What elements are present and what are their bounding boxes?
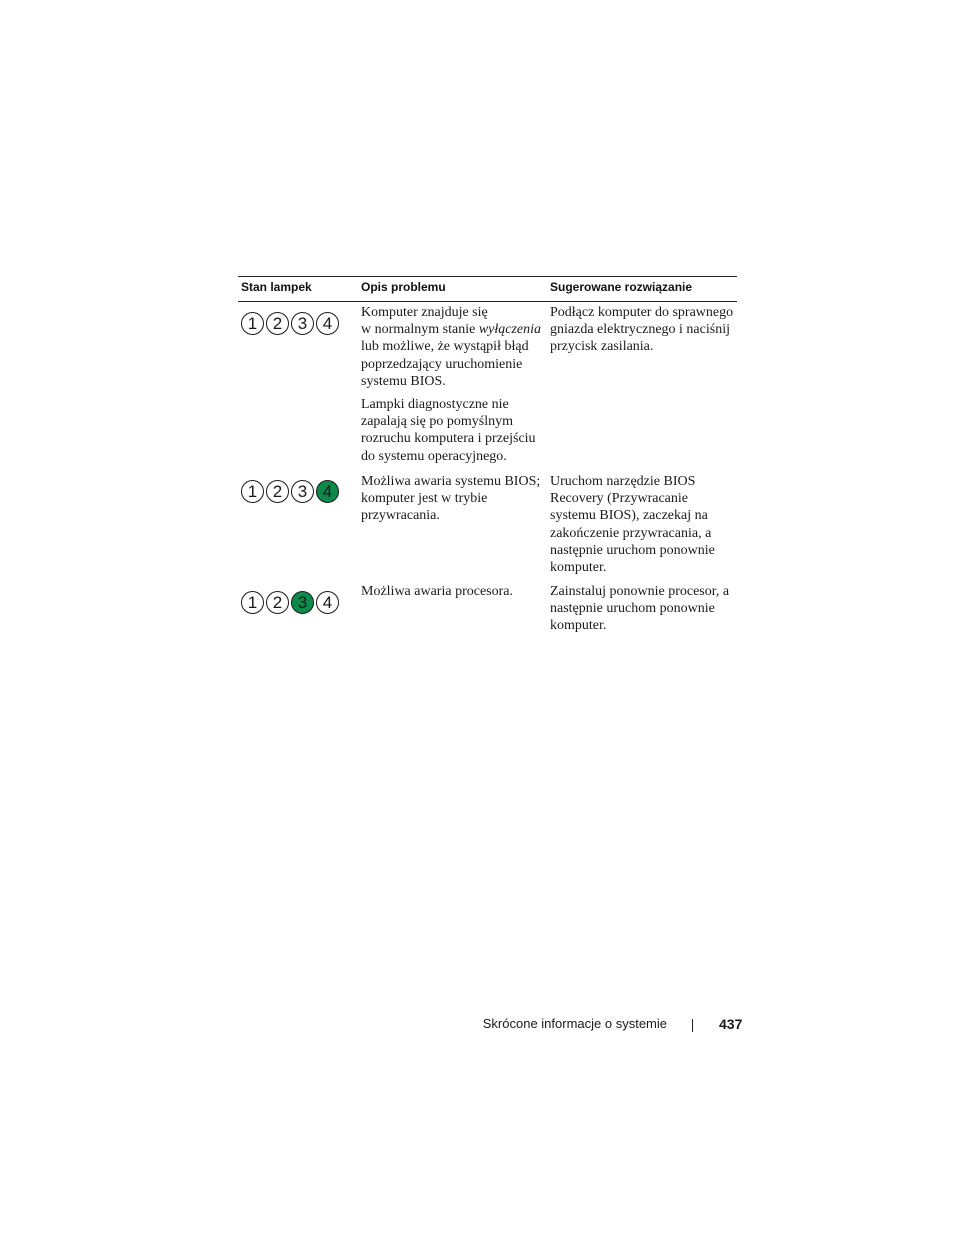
diagnostic-lights <box>241 312 339 335</box>
page-footer <box>0 1016 954 1034</box>
light-4-icon: 4 <box>316 480 339 503</box>
light-3-icon: 3 <box>291 312 314 335</box>
light-3-icon: 3 <box>291 480 314 503</box>
description-line: Komputer znajduje się <box>361 305 488 320</box>
problem-description <box>361 304 546 465</box>
light-4-icon: 4 <box>316 591 339 614</box>
header-problem-description: Opis problemu <box>361 280 446 294</box>
table-header-rule <box>238 301 737 302</box>
description-line: lub możliwe, że wystąpił błąd poprzedzający uruchomienie systemu BIOS. <box>361 339 529 389</box>
footer-separator <box>692 1019 693 1032</box>
suggested-solution: Uruchom narzędzie BIOS Recovery (Przywracanie systemu BIOS), zaczekaj na zakończenie przywracania, a następnie uruchom ponownie komputer. <box>550 474 715 576</box>
header-suggested-solution: Sugerowane rozwiązanie <box>550 280 693 294</box>
light-1-icon: 1 <box>241 591 264 614</box>
footer-section-title: Skrócone informacje o systemie <box>482 1016 667 1031</box>
description-paragraph-2: Lampki diagnostyczne nie zapalają się po pomyślnym rozruchu komputera i przejściu do systemu operacyjnego. <box>361 397 536 464</box>
light-4-icon: 4 <box>316 312 339 335</box>
light-1-icon: 1 <box>241 312 264 335</box>
light-1-icon: 1 <box>241 480 264 503</box>
description-emphasis: wyłączenia <box>478 322 542 338</box>
problem-description: Możliwa awaria procesora. <box>361 584 513 599</box>
description-line: w normalnym stanie <box>361 322 479 338</box>
description-paragraph <box>361 304 546 390</box>
page-number: 437 <box>719 1016 743 1032</box>
light-2-icon: 2 <box>266 591 289 614</box>
problem-description: Możliwa awaria systemu BIOS; komputer jest w trybie przywracania. <box>361 474 541 524</box>
diagnostic-lights <box>241 480 339 503</box>
light-3-icon: 3 <box>291 591 314 614</box>
table-top-rule <box>238 276 737 277</box>
suggested-solution: Podłącz komputer do sprawnego gniazda elektrycznego i naciśnij przycisk zasilania. <box>550 305 734 355</box>
suggested-solution: Zainstaluj ponownie procesor, a następnie uruchom ponownie komputer. <box>550 584 730 634</box>
light-2-icon: 2 <box>266 312 289 335</box>
header-lights-state: Stan lampek <box>241 280 312 294</box>
diagnostic-lights <box>241 591 339 614</box>
light-2-icon: 2 <box>266 480 289 503</box>
